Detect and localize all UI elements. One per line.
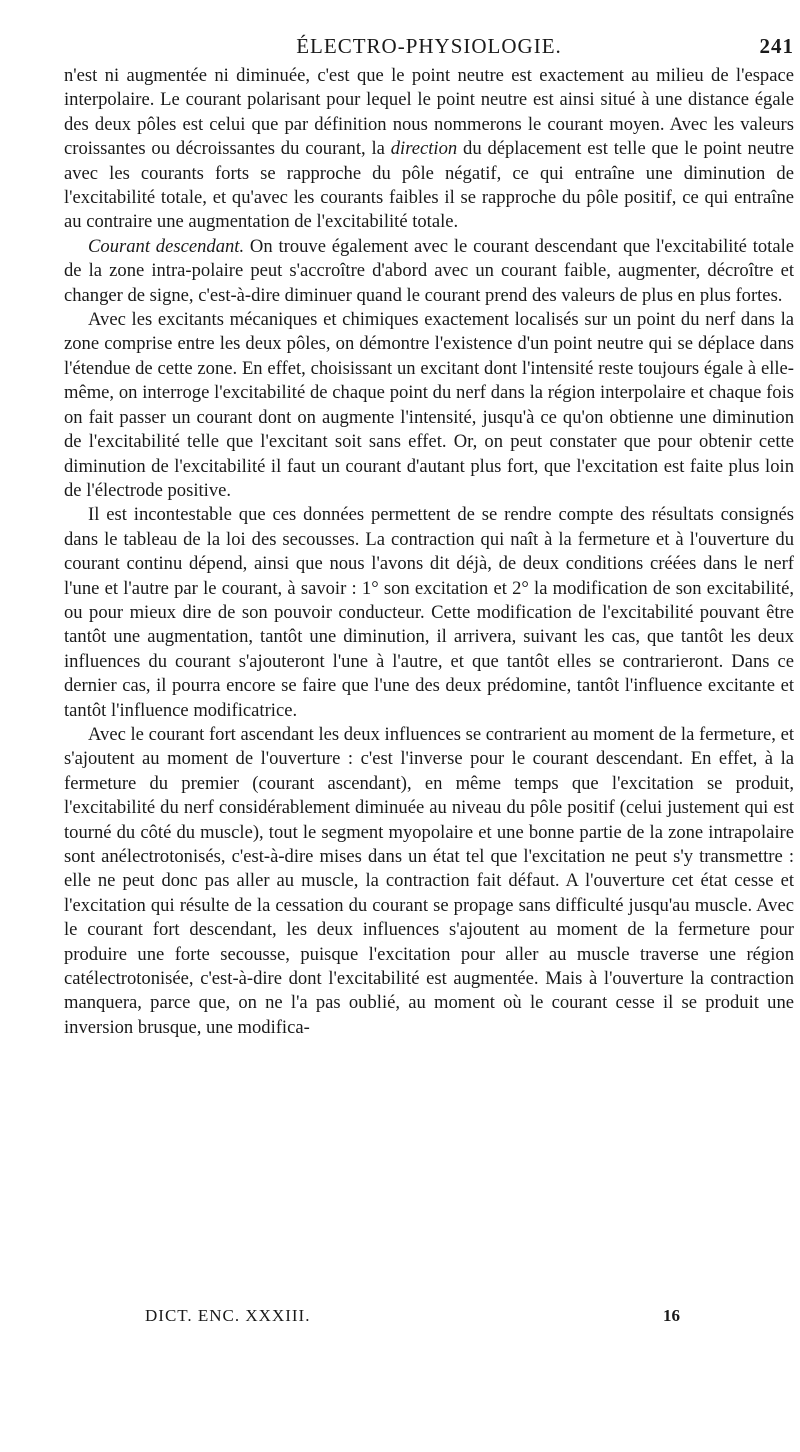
footer xyxy=(145,1306,705,1326)
section-heading-italic: Courant descendant. xyxy=(88,235,245,257)
page xyxy=(64,34,794,1040)
signature-mark: DICT. ENC. XXXIII. xyxy=(145,1306,311,1325)
text-run: On trouve également avec le courant descendant que l'excitabilité totale de la zone intra-polaire peut s'accroître d'abord avec un courant faible, augmenter, décroître et changer de signe, c'est-à-dire diminuer quand le courant prend des valeurs de plus en plus fortes. xyxy=(64,235,795,306)
paragraph xyxy=(64,64,794,235)
body-text xyxy=(64,64,794,1040)
paragraph: Il est incontestable que ces données permettent de se rendre compte des résultats consignés dans le tableau de la loi des secousses. La contraction qui naît à la fermeture et à l'ouverture du courant continu dépend, ainsi que nous l'avons dit déjà, de deux conditions créées dans le nerf l'une et l'autre par le courant, à savoir : 1° son excitation et 2° la modification de son excitabilité, ou pour mieux dire de son pouvoir conducteur. Cette modification de l'excitabilité pouvant être tantôt une augmentation, tantôt une diminution, il arrivera, suivant les cas, que tantôt les deux influences du courant s'ajouteront l'une à l'autre, et que tantôt elles se contrarieront. Dans ce dernier cas, il pourra encore se faire que l'une des deux prédomine, tantôt l'influence excitante et tantôt l'influence modificatrice. xyxy=(64,504,794,721)
page-number: 241 xyxy=(759,34,794,58)
text-run: n'est ni augmentée ni diminuée, c'est que le point neutre est exactement au milieu de l'espace interpolaire. Le courant polarisant pour lequel le point neutre est ainsi situé à une distance égale des deux pôles est celui que par définition nous nommerons le courant moyen. Avec les valeurs croissantes ou décroissantes du courant, la xyxy=(64,65,794,160)
italic-term: direction xyxy=(390,138,458,160)
running-title: ÉLECTRO-PHYSIOLOGIE. xyxy=(296,34,562,58)
text-run: du déplacement est telle que le point neutre avec les courants forts se rapproche du pôle négatif, ce qui entraîne une diminution de l'excitabilité totale, et qu'avec les courants faibles il se rapproche du pôle positif, ce qui entraîne au contraire une augmentation de l'excitabilité totale. xyxy=(64,138,794,233)
paragraph: Avec les excitants mécaniques et chimiques exactement localisés sur un point du nerf dans la zone comprise entre les deux pôles, on démontre l'existence d'un point neutre qui se déplace dans l'étendue de cette zone. En effet, choisissant un excitant dont l'intensité reste toujours égale à elle-même, on interroge l'excitabilité de chaque point du nerf dans la région interpolaire et chaque fois on fait passer un courant dont on augmente l'intensité, jusqu'à ce qu'on obtienne une diminution de l'excitabilité telle que l'excitant soit sans effet. Or, on peut constater que pour obtenir cette diminution de l'excitabilité il faut un courant d'autant plus fort, que l'excitation est faite plus loin de l'électrode positive. xyxy=(64,309,794,501)
paragraph xyxy=(64,235,794,308)
paragraph: Avec le courant fort ascendant les deux influences se contrarient au moment de la fermeture, et s'ajoutent au moment de l'ouverture : c'est l'inverse pour le courant descendant. En effet, à la fermeture du premier (courant ascendant), en même temps que l'excitation se produit, l'excitabilité du nerf considérablement diminuée au niveau du pôle positif (celui justement qui est tourné du côté du muscle), tout le segment myopolaire et une bonne partie de la zone intrapolaire sont anélectrotonisés, c'est-à-dire mises dans un état tel que l'excitation ne peut s'y transmettre : elle ne peut donc pas aller au muscle, la contraction fait défaut. A l'ouverture cet état cesse et l'excitation qui résulte de la cessation du courant se propage sans difficulté jusqu'au muscle. Avec le courant fort descendant, les deux influences s'ajoutent au moment de la fermeture pour produire une forte secousse, puisque l'excitation pour aller au muscle traverse une région catélectrotonisée, c'est-à-dire dont l'excitabilité est augmentée. Mais à l'ouverture la contraction manquera, parce que, on ne l'a pas oublié, au moment où le courant cesse il se produit une inversion brusque, une modifica- xyxy=(64,723,794,1038)
sheet-number: 16 xyxy=(663,1306,680,1325)
running-head xyxy=(64,34,794,64)
